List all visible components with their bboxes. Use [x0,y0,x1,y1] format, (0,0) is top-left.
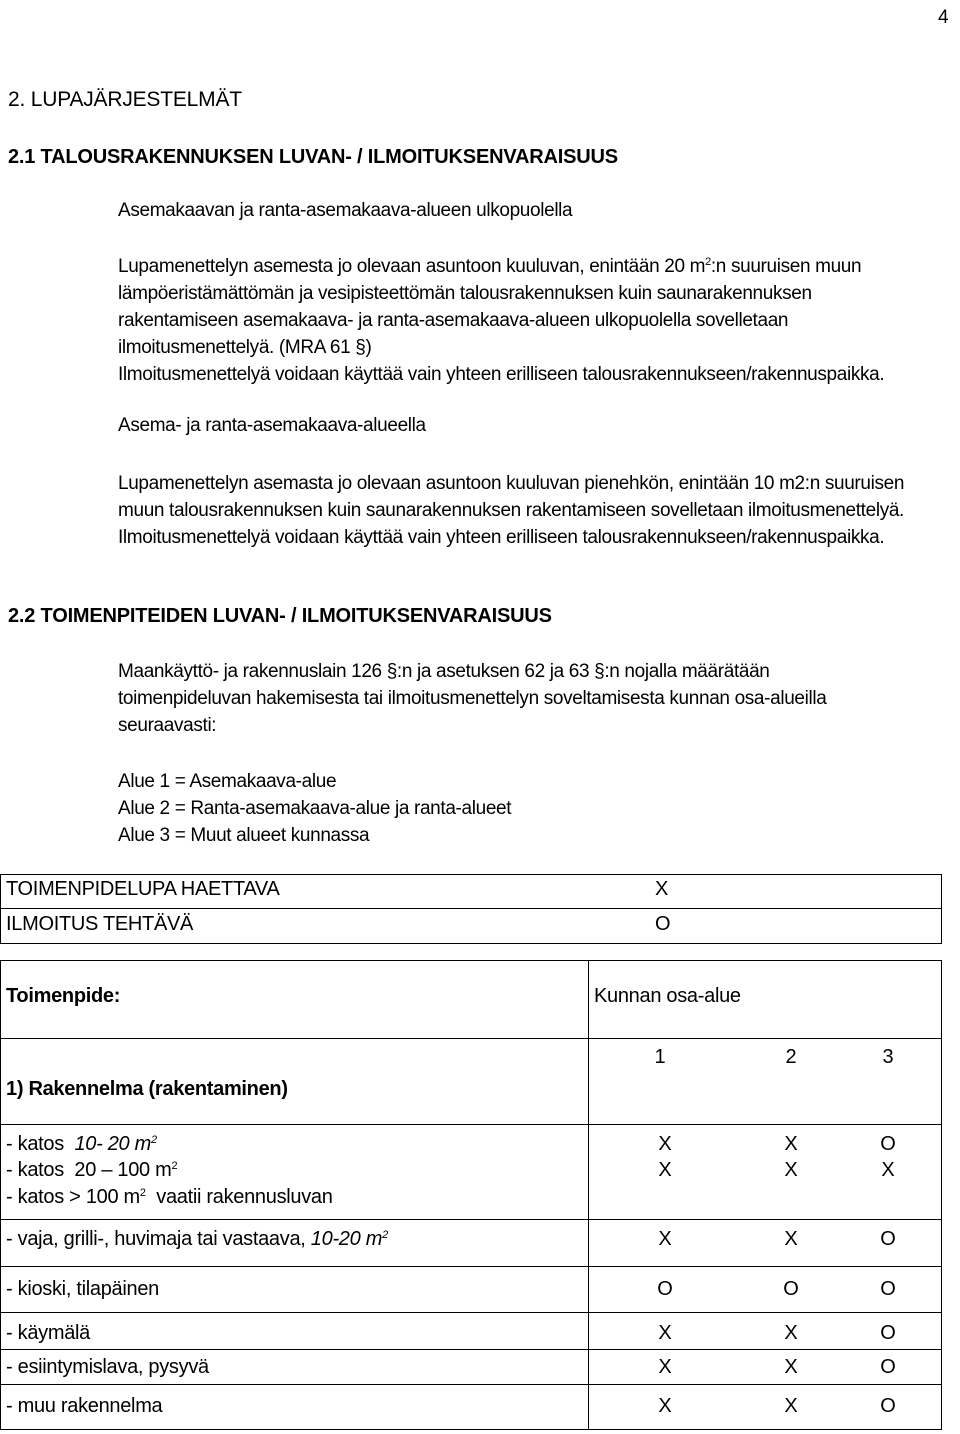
mark-cell: O [783,1278,799,1300]
mark-cell: O [880,1278,896,1300]
row-label-kaymala: - käymälä [6,1322,90,1344]
area-number-2: 2 [785,1046,797,1068]
legend-label-notice: ILMOITUS TEHTÄVÄ [6,913,194,935]
paragraph-line: ilmoitusmenettelyä. (MRA 61 §) [118,337,372,358]
paragraph-line: muun talousrakennuksen kuin saunarakennuksen rakentamiseen sovelletaan ilmoitusmenettelyä. [118,500,904,521]
mark-cell: O [880,1395,896,1417]
mark-cell: X [881,1159,895,1181]
row-label-esiintymislava: - esiintymislava, pysyvä [6,1356,209,1378]
paragraph-line: Ilmoitusmenettelyä voidaan käyttää vain yhteen erilliseen talousrakennukseen/rakennuspaikka. [118,364,885,385]
row-label-kioski: - kioski, tilapäinen [6,1278,159,1300]
mark-cell: O [880,1228,896,1250]
paragraph-line: lämpöeristämättömän ja vesipisteettömän talousrakennuksen kuin saunarakennuksen [118,283,812,304]
paragraph-plan-area [118,470,948,551]
page-number: 4 [938,7,949,28]
legend-symbol-permit: X [655,878,669,900]
paragraph-line: Maankäyttö- ja rakennuslain 126 §:n ja asetuksen 62 ja 63 §:n nojalla määrätään [118,661,770,682]
area-list [118,768,948,849]
column-header-measure: Toimenpide: [6,985,121,1007]
mark-cell: X [784,1322,798,1344]
row-label-katos-small: - katos 10- 20 $m^2$ [6,1133,157,1155]
paragraph-section-2-2 [118,658,948,739]
mark-cell: X [784,1395,798,1417]
mark-cell: X [658,1322,672,1344]
paragraph-line: toimenpideluvan hakemisesta tai ilmoitusmenettelyn soveltamisesta kunnan osa-alueilla [118,688,827,709]
column-header-area: Kunnan osa-alue [594,985,741,1007]
area-item: Alue 1 = Asemakaava-alue [118,771,337,792]
legend-label-permit: TOIMENPIDELUPA HAETTAVA [6,878,280,900]
mark-cell: X [784,1133,798,1155]
subheading-outside-plan: Asemakaavan ja ranta-asemakaava-alueen ulkopuolella [118,200,573,221]
row-label-muu-rakennelma: - muu rakennelma [6,1395,163,1417]
mark-cell: O [880,1356,896,1378]
row-label-vaja: - vaja, grilli-, huvimaja tai vastaava, 10-20 $m^2$ [6,1228,388,1250]
mark-cell: X [658,1395,672,1417]
area-number-1: 1 [654,1046,666,1068]
paragraph-line: seuraavasti: [118,715,217,736]
mark-cell: O [880,1322,896,1344]
area-item: Alue 2 = Ranta-asemakaava-alue ja ranta-alueet [118,798,512,819]
paragraph-line: Lupamenettelyn asemesta jo olevaan asuntoon kuuluvan, enintään 20 $m^2:n$ suuruisen muun [118,256,862,277]
main-heading: 2. LUPAJÄRJESTELMÄT [8,88,242,111]
mark-cell: X [658,1356,672,1378]
mark-cell: X [784,1228,798,1250]
paragraph-line: Lupamenettelyn asemasta jo olevaan asuntoon kuuluvan pienehkön, enintään 10 m2:n suuruisen [118,473,905,494]
paragraph-outside-plan [118,253,948,388]
legend-symbol-notice: O [655,913,671,935]
group-title: 1) Rakennelma (rakentaminen) [6,1078,288,1100]
mark-cell: X [658,1159,672,1181]
paragraph-line: Ilmoitusmenettelyä voidaan käyttää vain yhteen erilliseen talousrakennukseen/rakennuspaikka. [118,527,885,548]
section-2-2-title: 2.2 TOIMENPITEIDEN LUVAN- / ILMOITUKSENVARAISUUS [8,605,552,627]
section-2-1-title: 2.1 TALOUSRAKENNUKSEN LUVAN- / ILMOITUKSENVARAISUUS [8,146,618,168]
row-label-katos-medium: - katos 20 – 100 $m^2$ [6,1159,178,1181]
mark-cell: O [657,1278,673,1300]
mark-cell: X [784,1356,798,1378]
mark-cell: O [880,1133,896,1155]
row-label-katos-large: - katos > 100 $m^2$ vaatii rakennusluvan [6,1186,333,1208]
area-number-3: 3 [882,1046,894,1068]
area-item: Alue 3 = Muut alueet kunnassa [118,825,370,846]
paragraph-line: rakentamiseen asemakaava- ja ranta-asemakaava-alueen ulkopuolella sovelletaan [118,310,789,331]
subheading-plan-area: Asema- ja ranta-asemakaava-alueella [118,415,426,436]
mark-cell: X [658,1133,672,1155]
mark-cell: X [784,1159,798,1181]
mark-cell: X [658,1228,672,1250]
